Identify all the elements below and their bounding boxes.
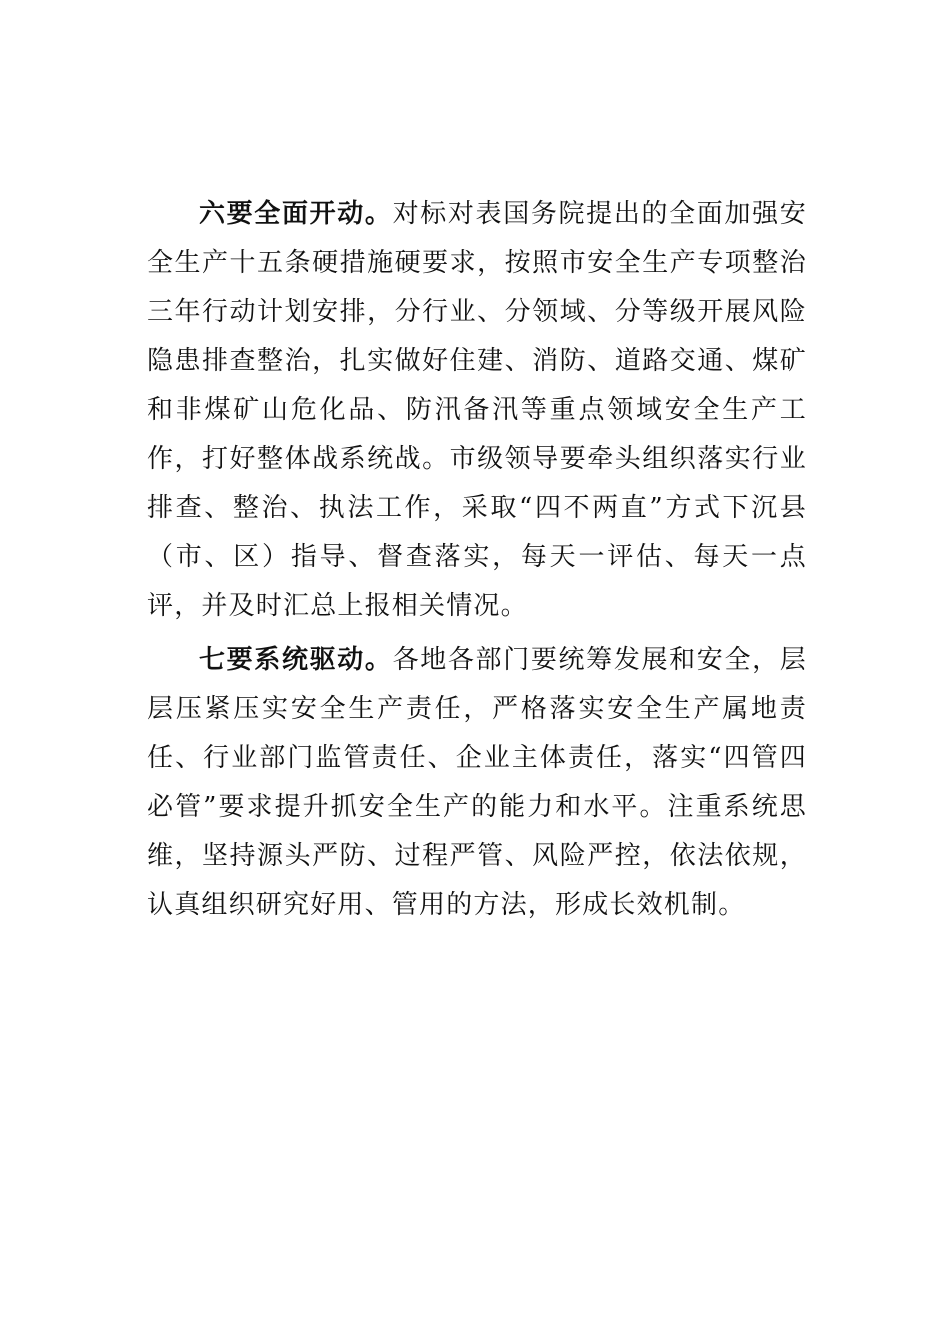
paragraph-seven-text: 各地各部门要统筹发展和安全，层层压紧压实安全生产责任，严格落实安全生产属地责任、行业部门监管责任、企业主体责任，落实“四管四必管”要求提升抓安全生产的能力和水平。注重系统思维，坚持源头严防、过程严管、风险严控，依法依规，认真组织研究好用、管用的方法，形成长效机制。 bbox=[147, 645, 807, 920]
paragraph-six-heading: 六要全面开动。 bbox=[199, 199, 393, 229]
paragraph-seven bbox=[147, 636, 807, 930]
paragraph-six bbox=[147, 190, 807, 631]
document-body bbox=[147, 190, 807, 930]
paragraph-seven-heading: 七要系统驱动。 bbox=[199, 645, 393, 675]
paragraph-six-text: 对标对表国务院提出的全面加强安全生产十五条硬措施硬要求，按照市安全生产专项整治三年行动计划安排，分行业、分领域、分等级开展风险隐患排查整治，扎实做好住建、消防、道路交通、煤矿和非煤矿山危化品、防汛备汛等重点领域安全生产工作，打好整体战系统战。市级领导要牵头组织落实行业排查、整治、执法工作，采取“四不两直”方式下沉县（市、区）指导、督查落实，每天一评估、每天一点评，并及时汇总上报相关情况。 bbox=[147, 199, 807, 621]
